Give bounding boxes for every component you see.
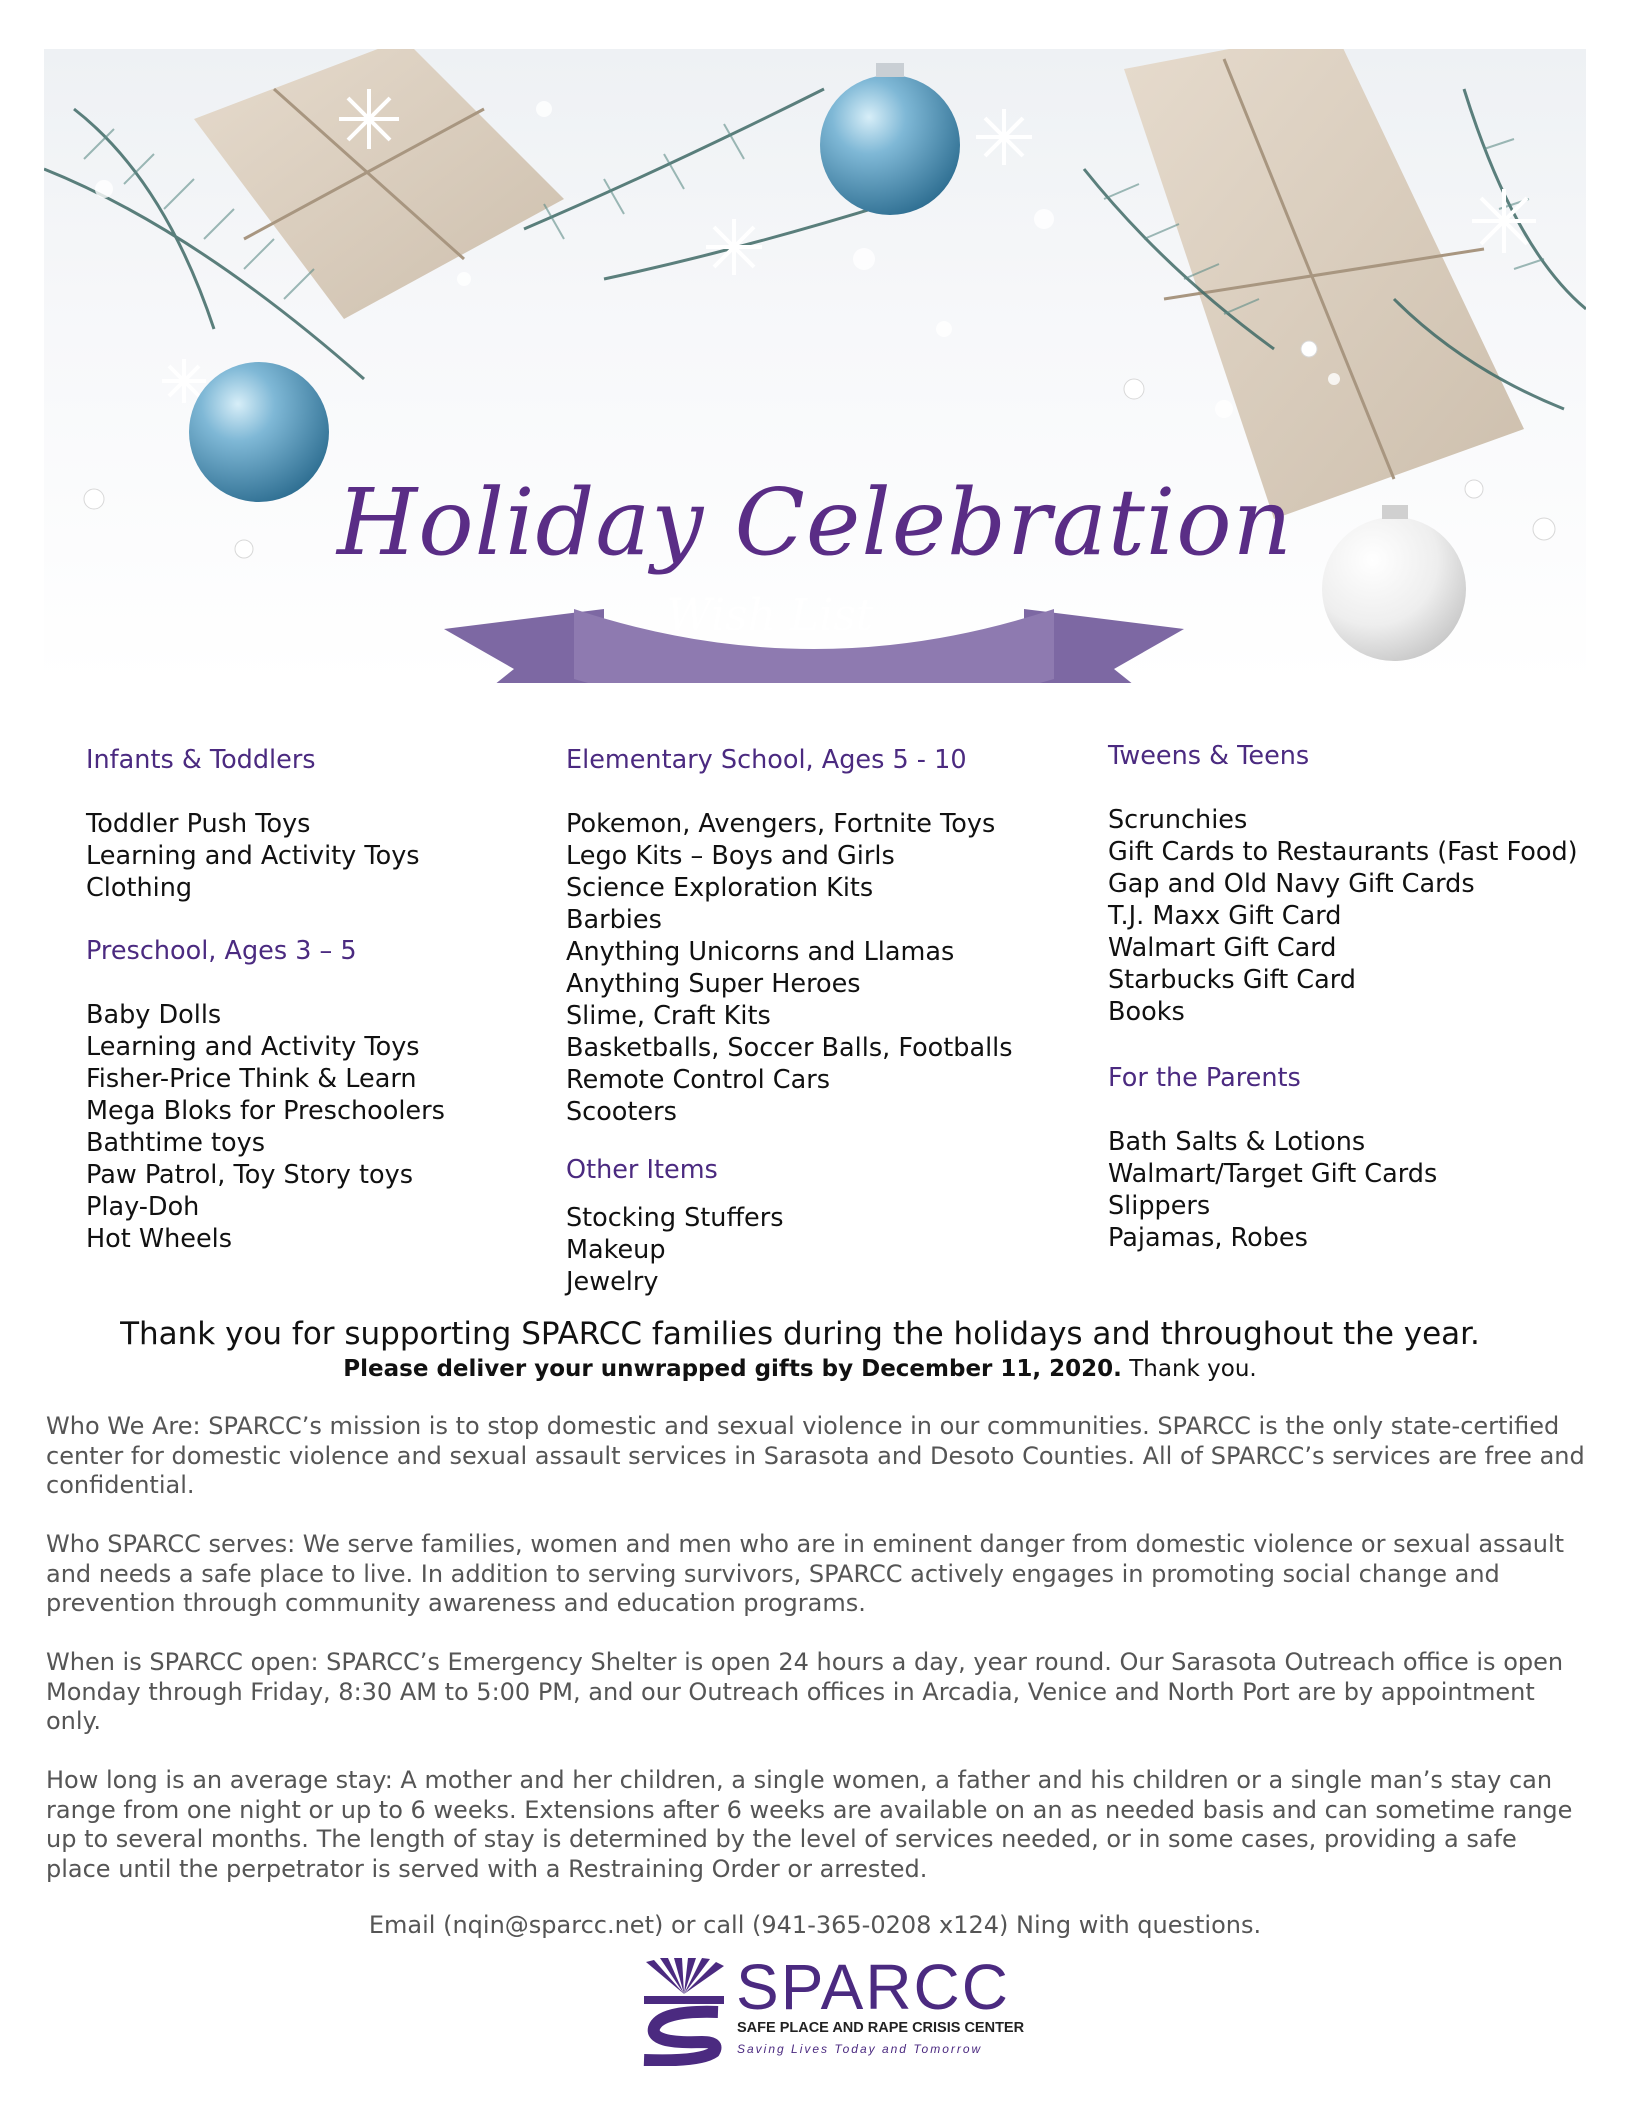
heading-elementary: Elementary School, Ages 5 - 10 [566,745,967,775]
logo-name: SPARCC [736,1951,1010,2023]
holiday-banner [44,49,1586,683]
paragraph-average-stay: How long is an average stay: A mother and her children, a single women, a father and his children or a single man’s stay can range from one night or up to 6 weeks. Extensions after 6 weeks are available on an as needed basis and can sometime range up to several months. The length of stay is determined by the level of services needed, or in some cases, providing a safe place until the perpetrator is served with a Restraining Order or arrested. [46,1766,1573,1883]
paragraph-who-sparcc-serves: Who SPARCC serves: We serve families, women and men who are in eminent danger from domestic violence or sexual assault and needs a safe place to live. In addition to serving survivors, SPARCC actively engages in promoting social change and prevention through community awareness and education programs. [46,1530,1565,1617]
list-item: Anything Super Heroes [566,969,861,999]
list-item: Bathtime toys [86,1128,265,1158]
list-item: Books [1108,997,1185,1027]
delivery-deadline: Please deliver your unwrapped gifts by December 11, 2020. [343,1356,1122,1382]
list-item: Walmart/Target Gift Cards [1108,1159,1438,1189]
list-item: Makeup [566,1235,666,1265]
logo-mark-icon [640,1956,730,2066]
list-item: Bath Salts & Lotions [1108,1127,1366,1157]
paragraph-when-open: When is SPARCC open: SPARCC’s Emergency Shelter is open 24 hours a day, year round. Our Sarasota Outreach office is open Monday through Friday, 8:30 AM to 5:00 PM, and our Outreach offices in Arcadia, Venice and North Port are by appointment only. [46,1648,1564,1735]
column-preschool [86,935,445,1255]
sparcc-logo [640,1951,1025,2066]
list-item: Remote Control Cars [566,1065,830,1095]
ornament-blue-top [820,75,960,215]
list-teens [1108,804,1578,1028]
list-item: Slime, Craft Kits [566,1001,771,1031]
heading-other: Other Items [566,1155,718,1185]
list-item: Slippers [1108,1191,1211,1221]
list-elementary [566,808,1013,1128]
column-parents [1108,1062,1437,1254]
list-item: Walmart Gift Card [1108,933,1337,963]
list-other [566,1202,784,1298]
gift-box-left [194,49,564,319]
banner-artwork [44,49,1586,683]
heading-teens: Tweens & Teens [1108,741,1310,771]
list-item: Hot Wheels [86,1224,233,1254]
list-item: Clothing [86,873,193,903]
list-item: T.J. Maxx Gift Card [1108,901,1342,931]
list-item: Pajamas, Robes [1108,1223,1308,1253]
list-item: Learning and Activity Toys [86,1032,420,1062]
logo-tagline: Saving Lives Today and Tomorrow [737,2042,983,2056]
list-item: Learning and Activity Toys [86,841,420,871]
column-infants [86,744,420,904]
page-title: Holiday Celebration [337,469,1293,576]
list-infants [86,808,420,904]
paragraph-who-we-are: Who We Are: SPARCC’s mission is to stop domestic and sexual violence in our communities. SPARCC is the only state-certified center for domestic violence and sexual assault services in Sarasota and Desoto Counties. All of SPARCC’s services are free and confidential. [46,1412,1585,1499]
list-item: Gift Cards to Restaurants (Fast Food) [1108,837,1578,867]
heading-infants: Infants & Toddlers [86,745,316,775]
heading-parents: For the Parents [1108,1063,1301,1093]
list-item: Toddler Push Toys [86,809,311,839]
column-teens [1108,740,1578,1028]
gift-box-right [1124,49,1524,519]
logo-subtitle: SAFE PLACE AND RAPE CRISIS CENTER [737,2020,1025,2036]
list-item: Stocking Stuffers [566,1203,784,1233]
ribbon-label: Wish List [666,590,874,641]
list-item: Pokemon, Avengers, Fortnite Toys [566,809,996,839]
contact-line: Email (nqin@sparcc.net) or call (941-365-0208 x124) Ning with questions. [368,1911,1262,1939]
list-item: Paw Patrol, Toy Story toys [86,1160,413,1190]
column-other [566,1154,784,1298]
delivery-note [0,1356,1600,1382]
list-preschool [86,999,445,1255]
list-parents [1108,1126,1437,1254]
list-item: Fisher-Price Think & Learn [86,1064,417,1094]
list-item: Barbies [566,905,662,935]
list-item: Gap and Old Navy Gift Cards [1108,869,1475,899]
list-item: Basketballs, Soccer Balls, Footballs [566,1033,1013,1063]
list-item: Lego Kits – Boys and Girls [566,841,895,871]
thank-you-line: Thank you for supporting SPARCC families during the holidays and throughout the year. [120,1316,1480,1352]
list-item: Anything Unicorns and Llamas [566,937,955,967]
column-elementary [566,744,1013,1128]
heading-preschool: Preschool, Ages 3 – 5 [86,936,357,966]
list-item: Science Exploration Kits [566,873,874,903]
list-item: Scooters [566,1097,677,1127]
delivery-thanks: Thank you. [1121,1356,1257,1382]
list-item: Baby Dolls [86,1000,222,1030]
list-item: Starbucks Gift Card [1108,965,1356,995]
list-item: Scrunchies [1108,805,1248,835]
list-item: Jewelry [566,1267,659,1297]
list-item: Mega Bloks for Preschoolers [86,1096,445,1126]
list-item: Play-Doh [86,1192,200,1222]
